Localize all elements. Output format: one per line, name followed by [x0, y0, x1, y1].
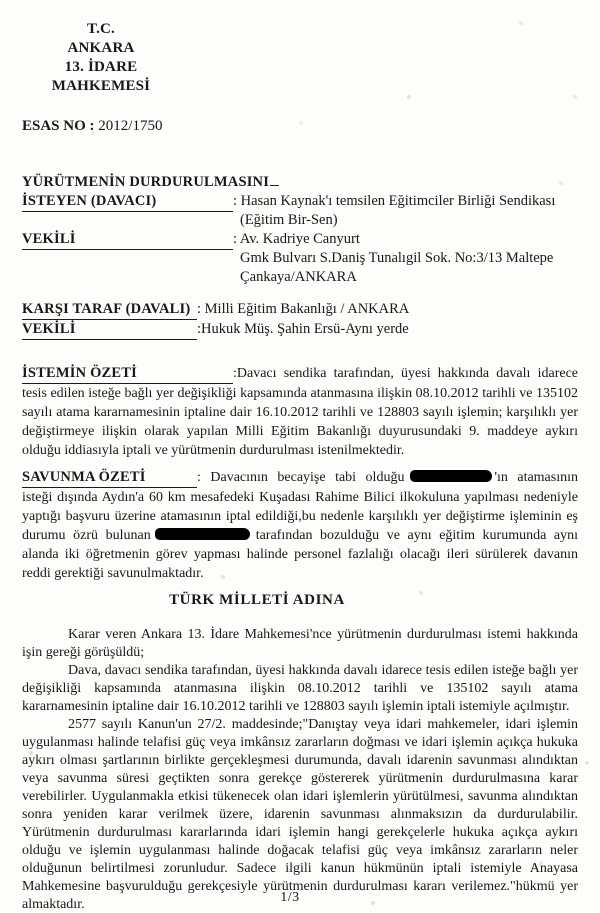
case-number-row	[22, 117, 578, 136]
defense-summary-label: SAVUNMA ÖZETİ	[22, 468, 197, 488]
defense-summary-text: 'ın atamasının isteği dışında Aydın'a 60 km mesafedeki Kuşadası Rahime Bilici ilkokuluna yapılması nedeniyle yaptığı başvuru üzerine atamasının iptal edildiği,bu nedenle karşılıklı yer değiştirme işleminin eş durumu özrü bulunan	[22, 470, 579, 543]
party-value	[233, 192, 578, 230]
case-number-value: 2012/1750	[98, 118, 163, 134]
party-row-defendant-attorney	[22, 320, 578, 340]
parties-section	[22, 173, 578, 340]
party-row-claimant	[22, 192, 578, 230]
party-label: VEKİLİ	[22, 320, 197, 340]
request-summary-text: :Davacı sendika tarafından, üyesi hakkında davalı idarece tesis edilen isteğe bağlı yer değişikliği kapsamında atanmasına ilişkin 08.10.2012 tarihli ve 135102 sayılı atama kararnamesinin iptaline dair 16.10.2012 tarihli ve 128803 sayılı işlemin; karşılıklı yer değiştirmeye ilişkin olarak yapılan Milli Eğitim Bakanlığı duyurusundaki 9. maddeye aykırı olduğu iddiasıyla iptali ve yürütmenin durdurulması istenilmektedir.	[22, 366, 578, 458]
party-row-claimant-attorney	[22, 230, 578, 287]
party-label: KARŞI TARAF (DAVALI)	[22, 300, 197, 320]
court-header	[15, 20, 187, 96]
request-summary-label: İSTEMİN ÖZETİ	[22, 364, 233, 384]
request-summary-paragraph	[22, 364, 578, 460]
defense-summary-paragraph	[22, 468, 578, 583]
party-label: İSTEYEN (DAVACI)	[22, 192, 233, 212]
republic-line: T.C.	[86, 21, 116, 37]
scan-noise	[0, 0, 2, 2]
defense-summary-text: tarafından bozulduğu ve aynı eğitim kurumunda aynı alanda iki öğretmenin görev yapması halinde personel fazlalığı olacağı ileri sürülerek davanın reddi gerektiği savunulmaktadır.	[22, 528, 579, 581]
party-value: :Hukuk Müş. Şahin Ersü-Aynı yerde	[197, 321, 409, 337]
city-line: ANKARA	[67, 40, 135, 56]
party-row-defendant	[22, 300, 578, 320]
party-value-line: : Hasan Kaynak'ı temsilen Eğitimciler Birliği Sendikası	[233, 193, 556, 209]
redaction-bar	[410, 470, 492, 482]
decision-body	[22, 626, 578, 913]
page-footer	[0, 890, 600, 906]
party-label: VEKİLİ	[22, 230, 233, 250]
case-number-label: ESAS NO :	[22, 118, 95, 134]
party-value-line: : Av. Kadriye Canyurt	[233, 231, 360, 247]
decision-paragraph: Karar veren Ankara 13. İdare Mahkemesi'nce yürütmenin durdurulması istemi hakkında işin gereği görüşüldü;	[22, 627, 578, 660]
defense-summary-text: : Davacının becayişe tabi olduğu	[197, 470, 405, 485]
in-the-name-of-nation-heading: TÜRK MİLLETİ ADINA	[169, 592, 345, 608]
court-name: 13. İDARE MAHKEMESİ	[51, 59, 151, 94]
party-value: : Milli Eğitim Bakanlığı / ANKARA	[197, 301, 410, 317]
party-value	[233, 230, 578, 287]
redaction-bar	[155, 528, 250, 540]
request-title: YÜRÜTMENİN DURDURULMASINI	[22, 173, 578, 192]
underline-tick	[270, 185, 279, 186]
decision-paragraph: 2577 sayılı Kanun'un 27/2. maddesinde;"Danıştay veya idari mahkemeler, idari işlemin uygulanması halinde telafisi güç veya imkânsız zararların doğması ve idari işlemin açıkça hukuka aykırı olması şartlarının birlikte gerçekleşmesi durumunda, davalı idarenin savunması alındıktan veya savunma süresi geçtikten sonra gerekçe göstererek yürütmenin durdurulmasına karar verebilirler. Uygulanmakla etkisi tükenecek olan idari işlemlerin yürütülmesi, savunma alındıktan sonra yeniden karar verilmek üzere, idarenin savunması alınmaksızın da durdurulabilir. Yürütmenin durdurulması kararlarında idari işlemin hangi gerekçelerle hukuka açıkça aykırı olduğu ve işlemin uygulanması halinde doğacak telafisi güç veya imkânsız zararların neler olduğunun belirtilmesi zorunludur. Sadece ilgili kanun hükmünün iptali istemiyle Anayasa Mahkemesine başvurulduğu gerekçesiyle yürütmenin durdurulması kararı verilemez."hükmü yer almaktadır.	[22, 717, 578, 912]
decision-paragraph: Dava, davacı sendika tarafından, üyesi hakkında davalı idarece tesis edilen isteğe bağlı yer değişikliği kapsamında atanmasına ilişkin 08.10.2012 tarihli ve 135102 sayılı atama kararnamesinin iptaline dair 16.10.2012 tarihli ve 128803 sayılı işlemin iptali istemiyle açılmıştır.	[22, 663, 578, 714]
defendant-block	[22, 300, 578, 340]
party-value-line: Gmk Bulvarı S.Daniş Tunalıgil Sok. No:3/13 Maltepe	[240, 250, 554, 266]
page-number: 1/3	[280, 890, 300, 905]
party-value-line: (Eğitim Bir-Sen)	[240, 212, 338, 228]
party-value-line: Çankaya/ANKARA	[240, 269, 357, 285]
